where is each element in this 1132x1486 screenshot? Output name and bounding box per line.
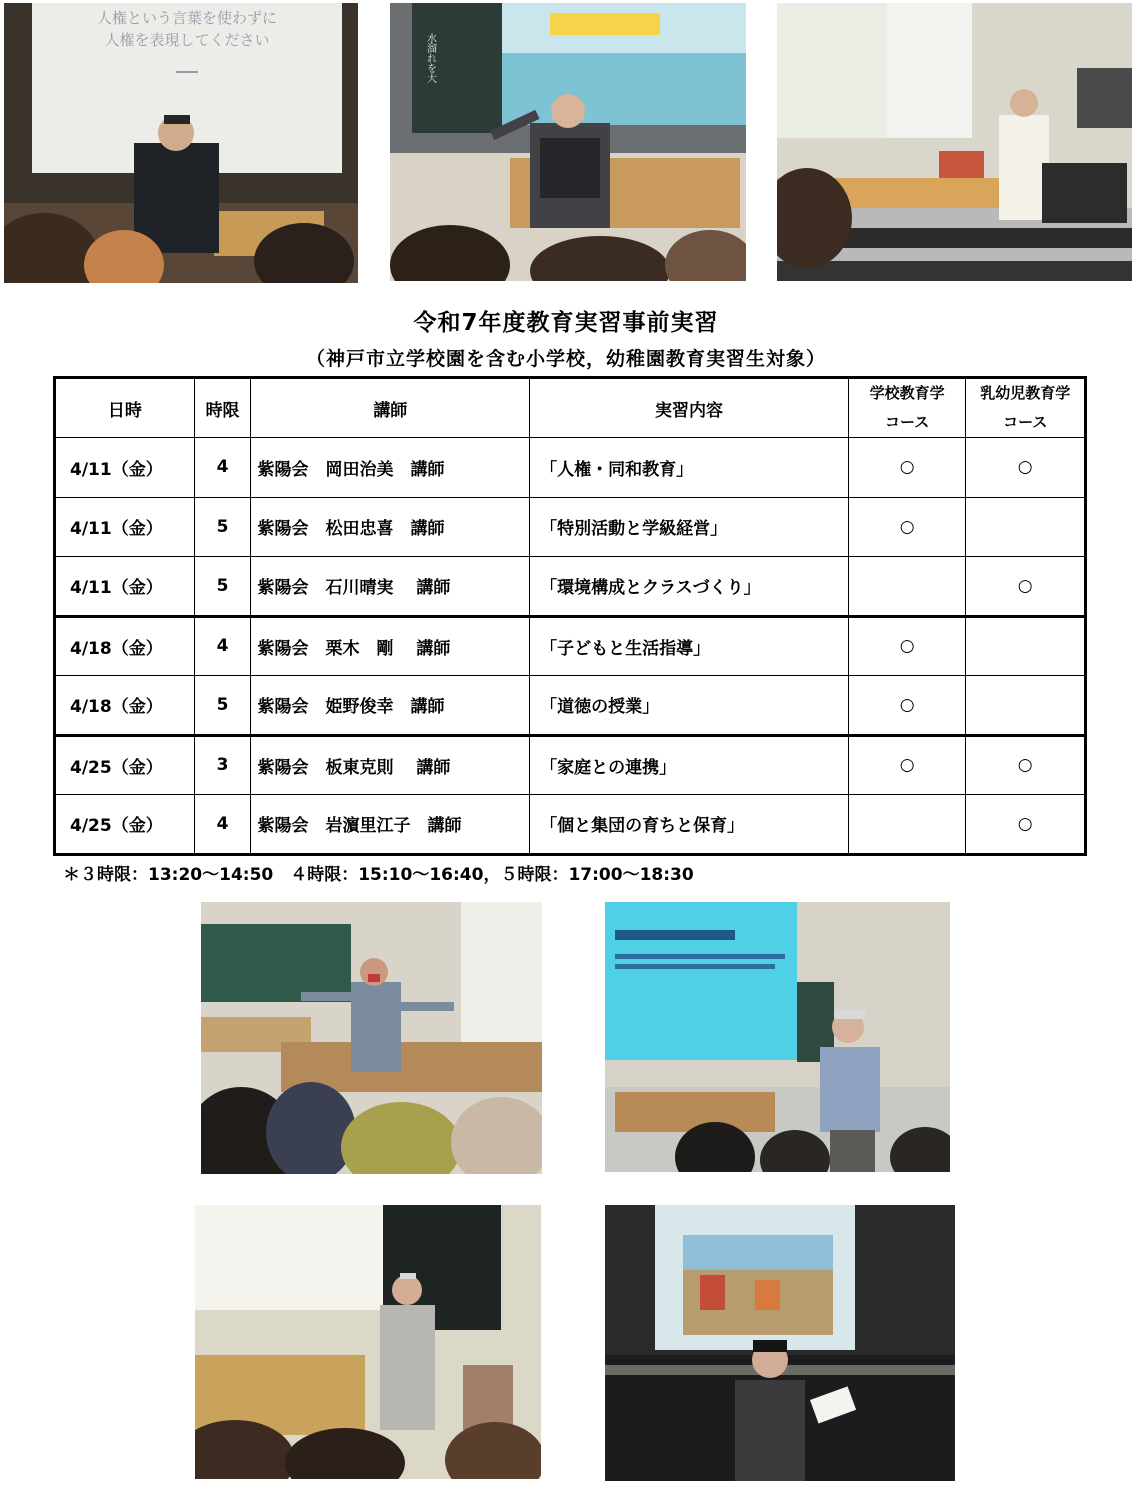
table-header-row — [55, 378, 1086, 438]
cell-school-mark — [848, 795, 966, 855]
header-school-course — [848, 378, 966, 438]
cell-infant-mark — [966, 616, 1086, 676]
photo-lecture-6 — [195, 1205, 541, 1479]
table-row — [55, 497, 1086, 557]
header-period: 時限 — [194, 378, 251, 438]
cell-period: 5 — [194, 497, 251, 557]
cell-period: 3 — [194, 735, 251, 795]
cell-date: 4/11（金） — [55, 438, 195, 498]
photo-lecture-3 — [777, 3, 1132, 281]
cell-school-mark: ○ — [848, 438, 966, 498]
cell-content: 「個と集団の育ちと保育」 — [530, 795, 849, 855]
cell-period: 4 — [194, 438, 251, 498]
cell-infant-mark: ○ — [966, 438, 1086, 498]
cell-content: 「道徳の授業」 — [530, 676, 849, 736]
table-row — [55, 557, 1086, 617]
cell-infant-mark: ○ — [966, 557, 1086, 617]
cell-infant-mark: ○ — [966, 735, 1086, 795]
cell-school-mark: ○ — [848, 676, 966, 736]
cell-date: 4/11（金） — [55, 557, 195, 617]
cell-school-mark: ○ — [848, 735, 966, 795]
cell-infant-mark — [966, 676, 1086, 736]
cell-infant-mark: ○ — [966, 795, 1086, 855]
header-content: 実習内容 — [530, 378, 849, 438]
photo-lecture-1 — [4, 3, 358, 283]
photo-lecture-7 — [605, 1205, 955, 1481]
photo-lecture-4 — [201, 902, 542, 1174]
photo-lecture-5 — [605, 902, 950, 1172]
cell-lecturer: 紫陽会 栗木 剛 講師 — [251, 616, 530, 676]
header-infant-course — [966, 378, 1086, 438]
cell-lecturer: 紫陽会 岩濵里江子 講師 — [251, 795, 530, 855]
page-title: 令和7年度教育実習事前実習 — [413, 310, 719, 336]
cell-lecturer: 紫陽会 姫野俊幸 講師 — [251, 676, 530, 736]
cell-content: 「人権・同和教育」 — [530, 438, 849, 498]
cell-school-mark — [848, 557, 966, 617]
cell-date: 4/25（金） — [55, 795, 195, 855]
table-row — [55, 616, 1086, 676]
table-row — [55, 735, 1086, 795]
header-infant-course-text: 乳幼児教育学 コース — [980, 384, 1071, 431]
cell-content: 「家庭との連携」 — [530, 735, 849, 795]
header-school-course-text: 学校教育学 コース — [869, 384, 945, 431]
table-row — [55, 438, 1086, 498]
page-subtitle: （神戸市立学校園を含む小学校，幼稚園教育実習生対象） — [305, 348, 826, 370]
cell-infant-mark — [966, 497, 1086, 557]
cell-period: 4 — [194, 795, 251, 855]
cell-lecturer: 紫陽会 岡田治美 講師 — [251, 438, 530, 498]
cell-date: 4/25（金） — [55, 735, 195, 795]
cell-lecturer: 紫陽会 板東克則 講師 — [251, 735, 530, 795]
cell-lecturer: 紫陽会 石川晴実 講師 — [251, 557, 530, 617]
cell-lecturer: 紫陽会 松田忠喜 講師 — [251, 497, 530, 557]
cell-school-mark: ○ — [848, 616, 966, 676]
cell-content: 「環境構成とクラスづくり」 — [530, 557, 849, 617]
header-date: 日時 — [55, 378, 195, 438]
svg-text:人権を表現してください: 人権を表現してください — [104, 31, 270, 49]
cell-school-mark: ○ — [848, 497, 966, 557]
time-footnote: ＊３時限：13:20～14:50 ４時限：15:10～16:40，５時限：17:00～18:30 — [63, 865, 694, 885]
cell-date: 4/18（金） — [55, 616, 195, 676]
cell-content: 「特別活動と学級経営」 — [530, 497, 849, 557]
cell-date: 4/18（金） — [55, 676, 195, 736]
cell-period: 5 — [194, 557, 251, 617]
svg-text:人権という言葉を使わずに: 人権という言葉を使わずに — [96, 9, 278, 27]
schedule-table — [53, 376, 1087, 856]
svg-text:水溜れを大: 水溜れを大 — [424, 33, 436, 83]
table-row — [55, 676, 1086, 736]
header-lecturer: 講師 — [251, 378, 530, 438]
cell-date: 4/11（金） — [55, 497, 195, 557]
cell-period: 4 — [194, 616, 251, 676]
cell-content: 「子どもと生活指導」 — [530, 616, 849, 676]
cell-period: 5 — [194, 676, 251, 736]
photo-lecture-2 — [390, 3, 746, 281]
table-row — [55, 795, 1086, 855]
